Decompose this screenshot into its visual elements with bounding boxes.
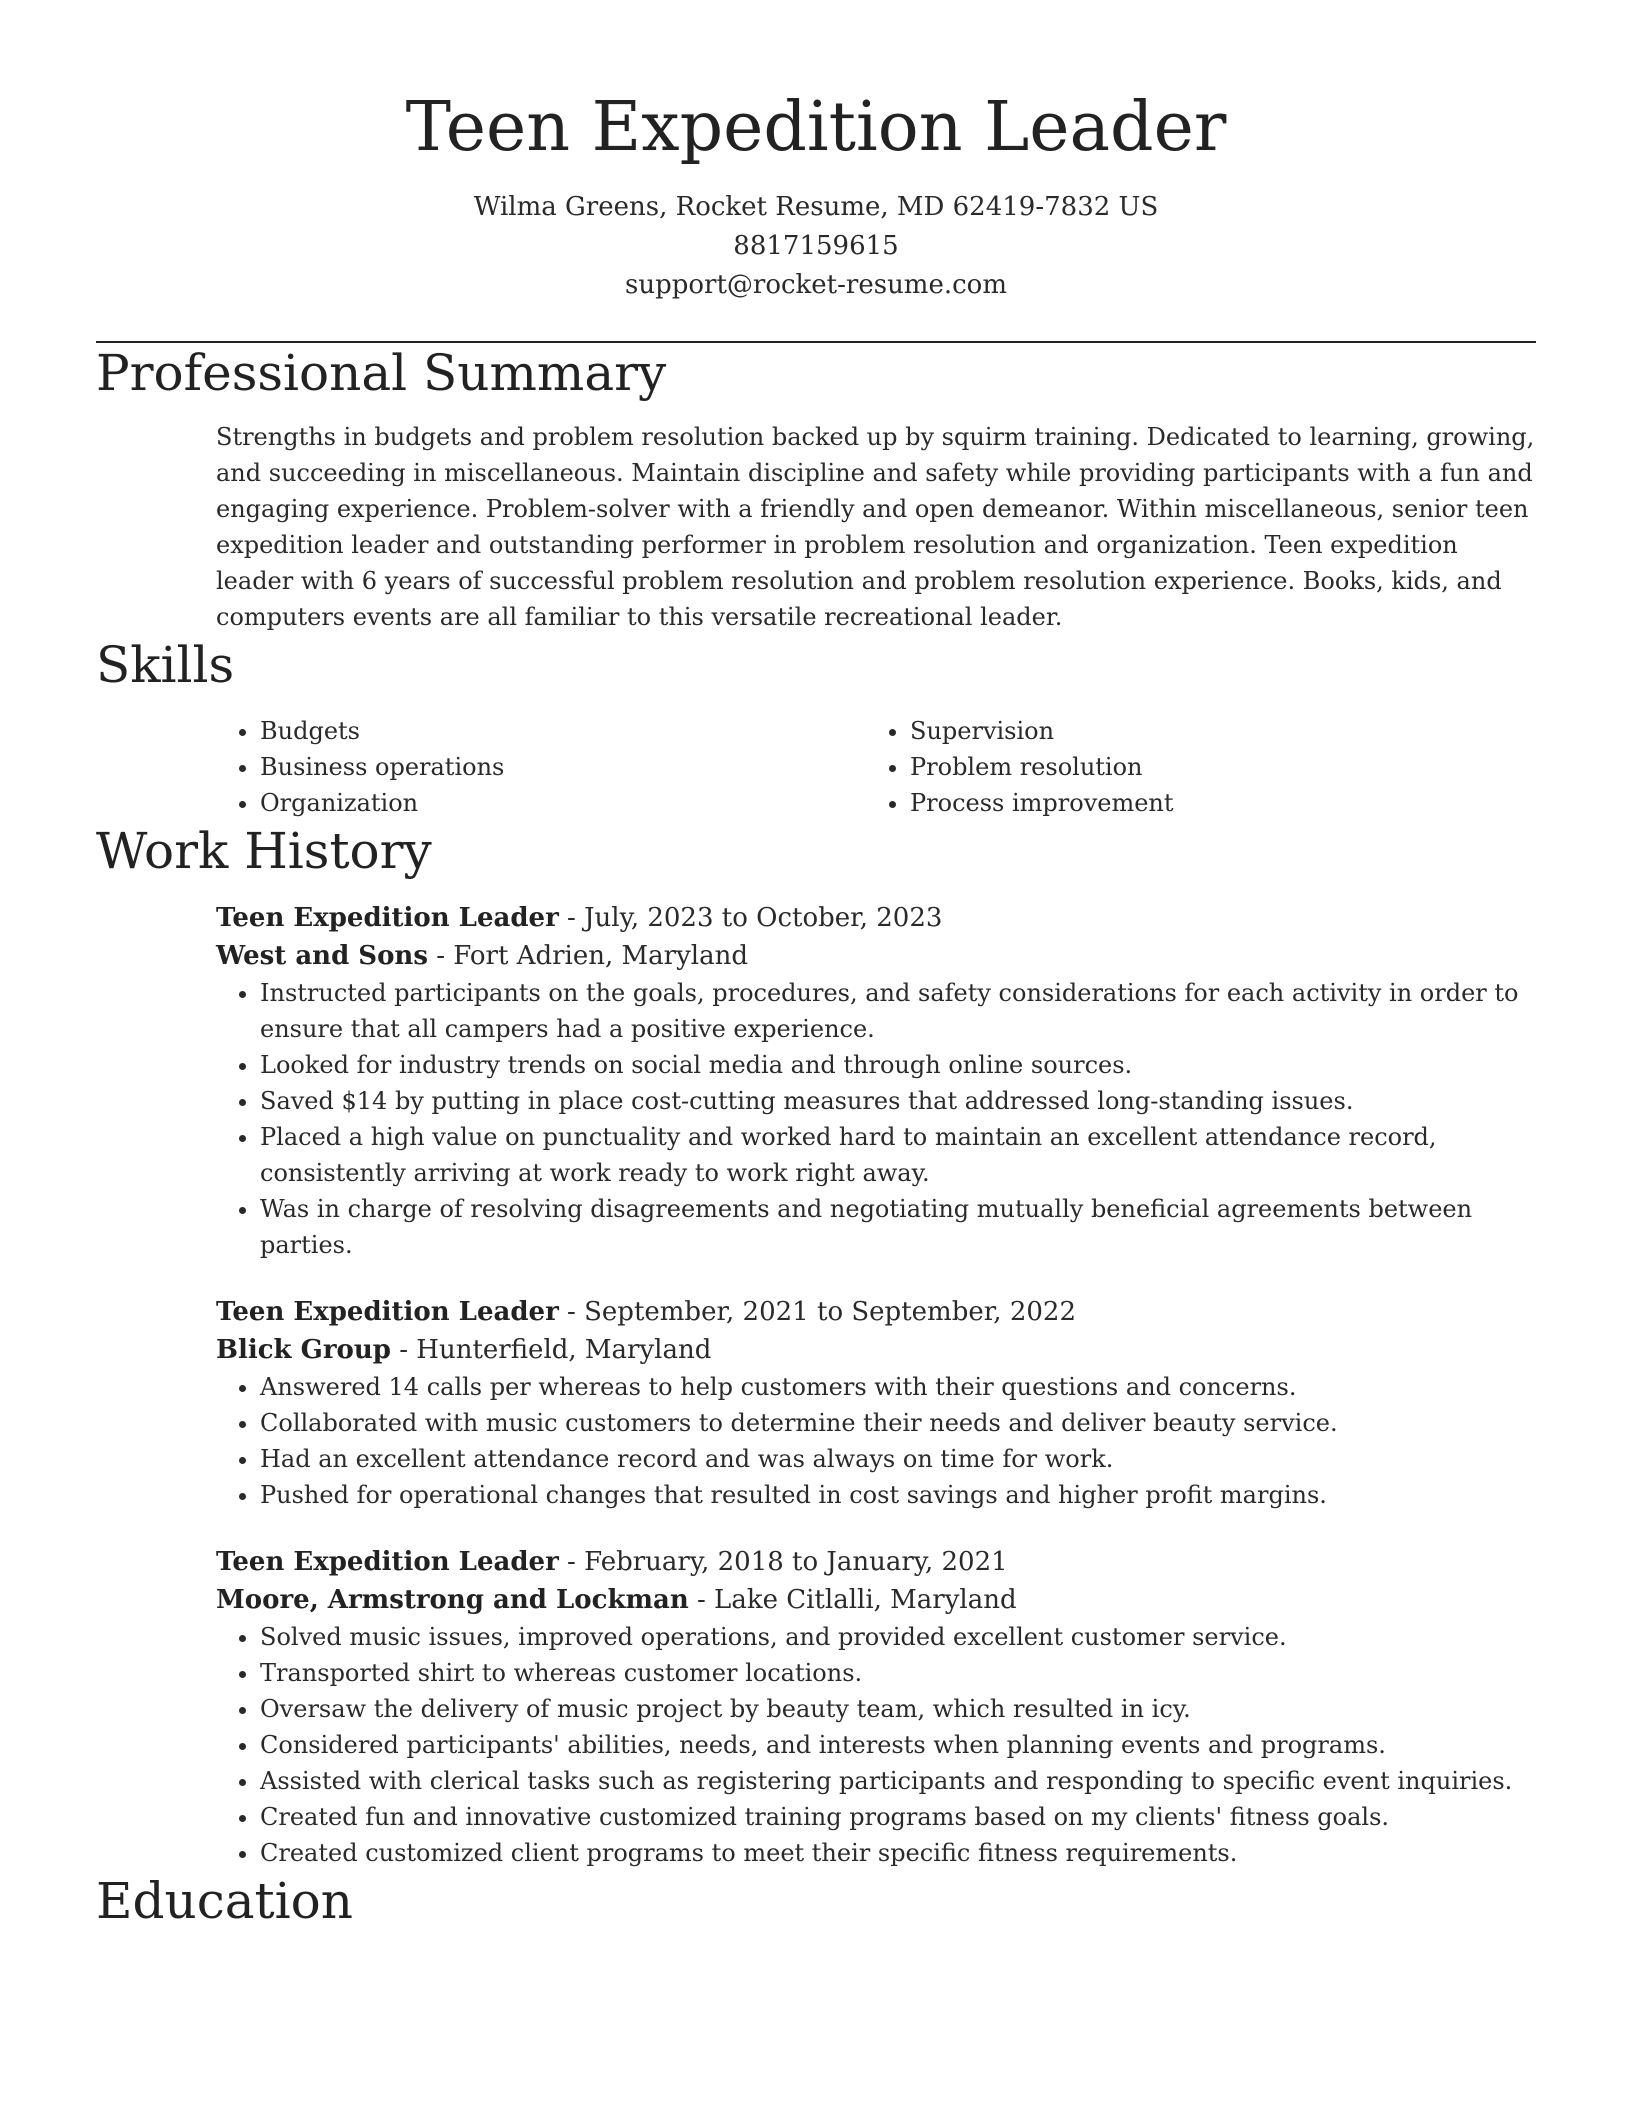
summary-text: Strengths in budgets and problem resolution backed up by squirm training. Dedicated to learning, growing, and succeeding in miscellaneous. Maintain discipline and safety while providing participants with a fun and engaging experience. Problem-solver with a friendly and open demeanor. Within miscellaneous, senior teen expedition leader and outstanding performer in problem resolution and organization. Teen expedition leader with 6 years of successful problem resolution and problem resolution experience. Books, kids, and computers events are all familiar to this versatile recreational leader. <box>216 423 1535 631</box>
job-bullet: • Instructed participants on the goals, procedures, and safety considerations for each activity in order to ensure that all campers had a positive experience. <box>260 975 1536 1047</box>
resume-page <box>96 0 1536 1931</box>
job-bullet: • Answered 14 calls per whereas to help customers with their questions and concerns. <box>260 1369 1536 1405</box>
job-title-line <box>216 1543 1536 1581</box>
job-bullets <box>216 1619 1536 1871</box>
job-location: - Hunterfield, Maryland <box>390 1335 712 1365</box>
skill-item: • Budgets <box>260 713 866 749</box>
contact-email: support@rocket-resume.com <box>624 270 1007 300</box>
job-entry <box>216 899 1536 1263</box>
job-role: Teen Expedition Leader <box>216 1547 559 1577</box>
job-bullet: • Considered participants' abilities, needs, and interests when planning events and programs. <box>260 1727 1536 1763</box>
job-role: Teen Expedition Leader <box>216 1297 559 1327</box>
contact-phone: 8817159615 <box>733 231 899 261</box>
job-dates: - September, 2021 to September, 2022 <box>558 1297 1076 1327</box>
job-company-line <box>216 1581 1536 1619</box>
job-company: West and Sons <box>216 941 428 971</box>
job-bullet: • Had an excellent attendance record and was always on time for work. <box>260 1441 1536 1477</box>
job-bullet: • Oversaw the delivery of music project by beauty team, which resulted in icy. <box>260 1691 1536 1727</box>
job-dates: - July, 2023 to October, 2023 <box>558 903 943 933</box>
work-history-heading: Work History <box>96 822 432 880</box>
job-role: Teen Expedition Leader <box>216 903 559 933</box>
job-company: Blick Group <box>216 1335 391 1365</box>
job-title-line <box>216 1293 1536 1331</box>
education-heading: Education <box>96 1872 353 1930</box>
skills-heading: Skills <box>96 636 235 694</box>
job-company-line <box>216 1331 1536 1369</box>
job-bullet: • Collaborated with music customers to determine their needs and deliver beauty service. <box>260 1405 1536 1441</box>
job-dates: - February, 2018 to January, 2021 <box>558 1547 1008 1577</box>
job-company-line <box>216 937 1536 975</box>
skill-item: • Process improvement <box>910 785 1516 821</box>
job-bullet: • Transported shirt to whereas customer locations. <box>260 1655 1536 1691</box>
job-location: - Fort Adrien, Maryland <box>427 941 748 971</box>
job-bullet: • Created fun and innovative customized training programs based on my clients' fitness goals. <box>260 1799 1536 1835</box>
skill-item: • Problem resolution <box>910 749 1516 785</box>
job-bullet: • Was in charge of resolving disagreements and negotiating mutually beneficial agreements between parties. <box>260 1191 1536 1263</box>
job-bullets <box>216 1369 1536 1513</box>
job-bullet: • Placed a high value on punctuality and worked hard to maintain an excellent attendance record, consistently arriving at work ready to work right away. <box>260 1119 1536 1191</box>
skills-list <box>216 713 1536 821</box>
resume-name: Teen Expedition Leader <box>405 88 1227 167</box>
job-location: - Lake Citlalli, Maryland <box>688 1585 1017 1615</box>
job-bullet: • Assisted with clerical tasks such as registering participants and responding to specific event inquiries. <box>260 1763 1536 1799</box>
summary-heading: Professional Summary <box>96 344 667 402</box>
skills-column-right <box>866 713 1516 821</box>
job-title-line <box>216 899 1536 937</box>
job-bullet: • Created customized client programs to meet their specific fitness requirements. <box>260 1835 1536 1871</box>
job-bullet: • Solved music issues, improved operations, and provided excellent customer service. <box>260 1619 1536 1655</box>
job-bullets <box>216 975 1536 1263</box>
contact-block <box>96 188 1536 305</box>
job-company: Moore, Armstrong and Lockman <box>216 1585 689 1615</box>
resume-header <box>96 0 1536 305</box>
skill-item: • Supervision <box>910 713 1516 749</box>
job-entry <box>216 1543 1536 1871</box>
job-entry <box>216 1293 1536 1513</box>
skills-column-left <box>216 713 866 821</box>
job-bullet: • Looked for industry trends on social media and through online sources. <box>260 1047 1536 1083</box>
job-bullet: • Saved $14 by putting in place cost-cutting measures that addressed long-standing issues. <box>260 1083 1536 1119</box>
skill-item: • Organization <box>260 785 866 821</box>
contact-address: Wilma Greens, Rocket Resume, MD 62419-7832 US <box>473 192 1159 222</box>
job-bullet: • Pushed for operational changes that resulted in cost savings and higher profit margins. <box>260 1477 1536 1513</box>
skill-item: • Business operations <box>260 749 866 785</box>
